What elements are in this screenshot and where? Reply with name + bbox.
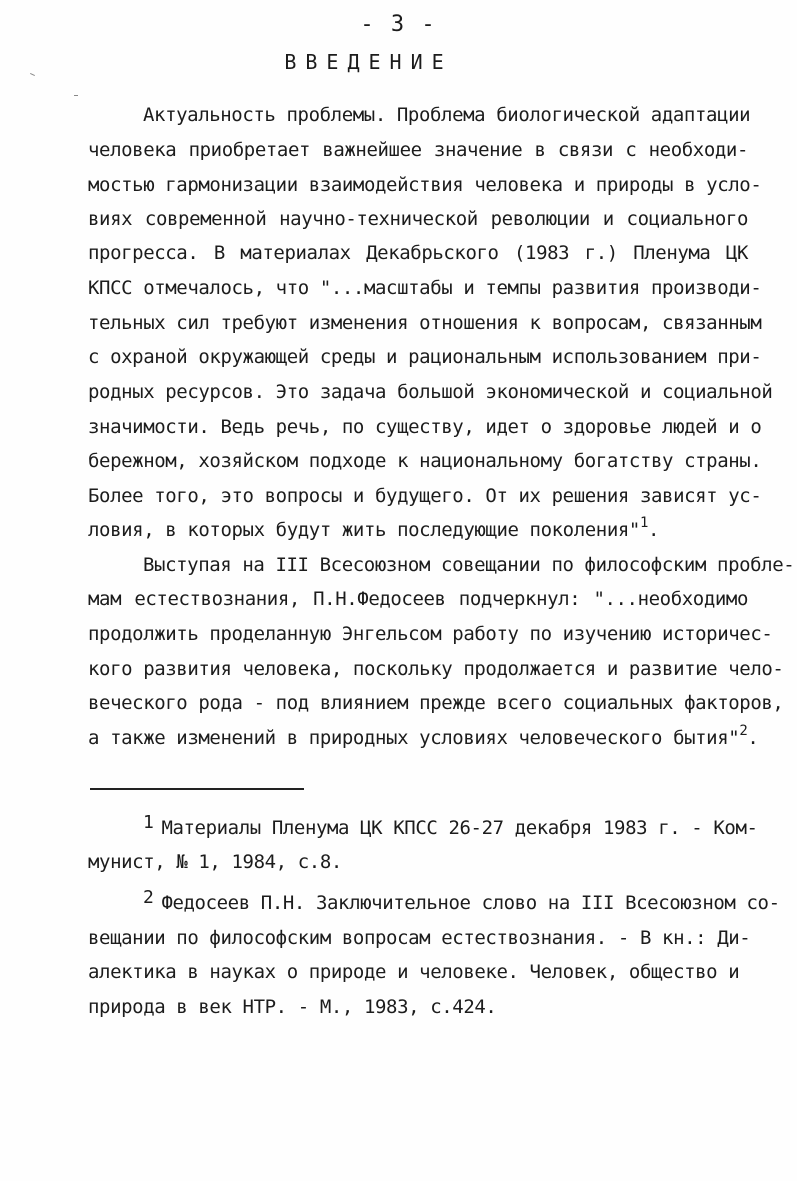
text-line: прогресса. В материалах Декабрьского (1983 г.) Пленума ЦК: [88, 242, 748, 264]
text-line: мостью гармонизации взаимодействия человека и природы в усло-: [88, 174, 762, 196]
page-number: - 3 -: [360, 12, 437, 37]
footnote-line: [143, 887, 780, 917]
footnote-line: мунист, № 1, 1984, с.8.: [88, 851, 342, 873]
footnote-line: вещании по философским вопросам естествознания. - В кн.: Ди-: [88, 927, 751, 949]
text-line: кого развития человека, поскольку продолжается и развитие чело-: [88, 658, 784, 680]
footnote-ref-1: 1: [639, 514, 648, 531]
text-line: виях современной научно-технической революции и социального: [88, 208, 748, 230]
text-line: бережном, хозяйском подходе к национальному богатству страны.: [88, 450, 762, 472]
section-title: ВВЕДЕНИЕ: [284, 50, 453, 74]
text-line-content: ловия, в которых будут жить последующие поколения": [88, 519, 640, 541]
text-line: с охраной окружающей среды и рациональным использованием при-: [88, 346, 762, 368]
text-line: продолжить проделанную Энгельсом работу по изучению историчес-: [88, 623, 773, 645]
footnote-divider: [90, 788, 304, 790]
text-line-last: [88, 722, 759, 751]
footnote-line: природа в век НТР. - М., 1983, с.424.: [88, 996, 497, 1018]
scan-speck: [74, 95, 78, 96]
text-line: человека приобретает важнейшее значение в связи с необходи-: [88, 139, 748, 161]
period: .: [747, 727, 759, 749]
period: .: [647, 519, 660, 541]
text-line: Более того, это вопросы и будущего. От их решения зависят ус-: [88, 485, 762, 507]
text-line: тельных сил требуют изменения отношения к вопросам, связанным: [88, 312, 762, 334]
footnote-ref-2: 2: [739, 722, 748, 739]
text-line: веческого рода - под влиянием прежде всего социальных факторов,: [88, 692, 784, 714]
text-line-last: [88, 514, 748, 543]
text-line: Выступая на III Всесоюзном совещании по философским пробле-: [143, 554, 795, 576]
text-line: КПСС отмечалось, что "...масштабы и темпы развития производи-: [88, 277, 762, 299]
text-line-content: а также изменений в природных условиях человеческого бытия": [88, 727, 740, 749]
text-line: Актуальность проблемы. Проблема биологической адаптации: [143, 104, 751, 126]
text-line: значимости. Ведь речь, по существу, идет о здоровье людей и о: [88, 416, 762, 438]
text-line: мам естествознания, П.Н.Федосеев подчеркнул: "...необходимо: [88, 588, 748, 610]
text-line: родных ресурсов. Это задача большой экономической и социальной: [88, 381, 773, 403]
footnote-mark: 1: [143, 812, 154, 833]
footnote-text: Материалы Пленума ЦК КПСС 26-27 декабря 1983 г. - Ком-: [161, 817, 758, 839]
footnote-line: [143, 812, 758, 842]
footnote-line: алектика в науках о природе и человеке. Человек, общество и: [88, 961, 740, 983]
footnote-mark: 2: [143, 887, 154, 908]
footnote-text: Федосеев П.Н. Заключительное слово на III Всесоюзном со-: [161, 892, 780, 914]
